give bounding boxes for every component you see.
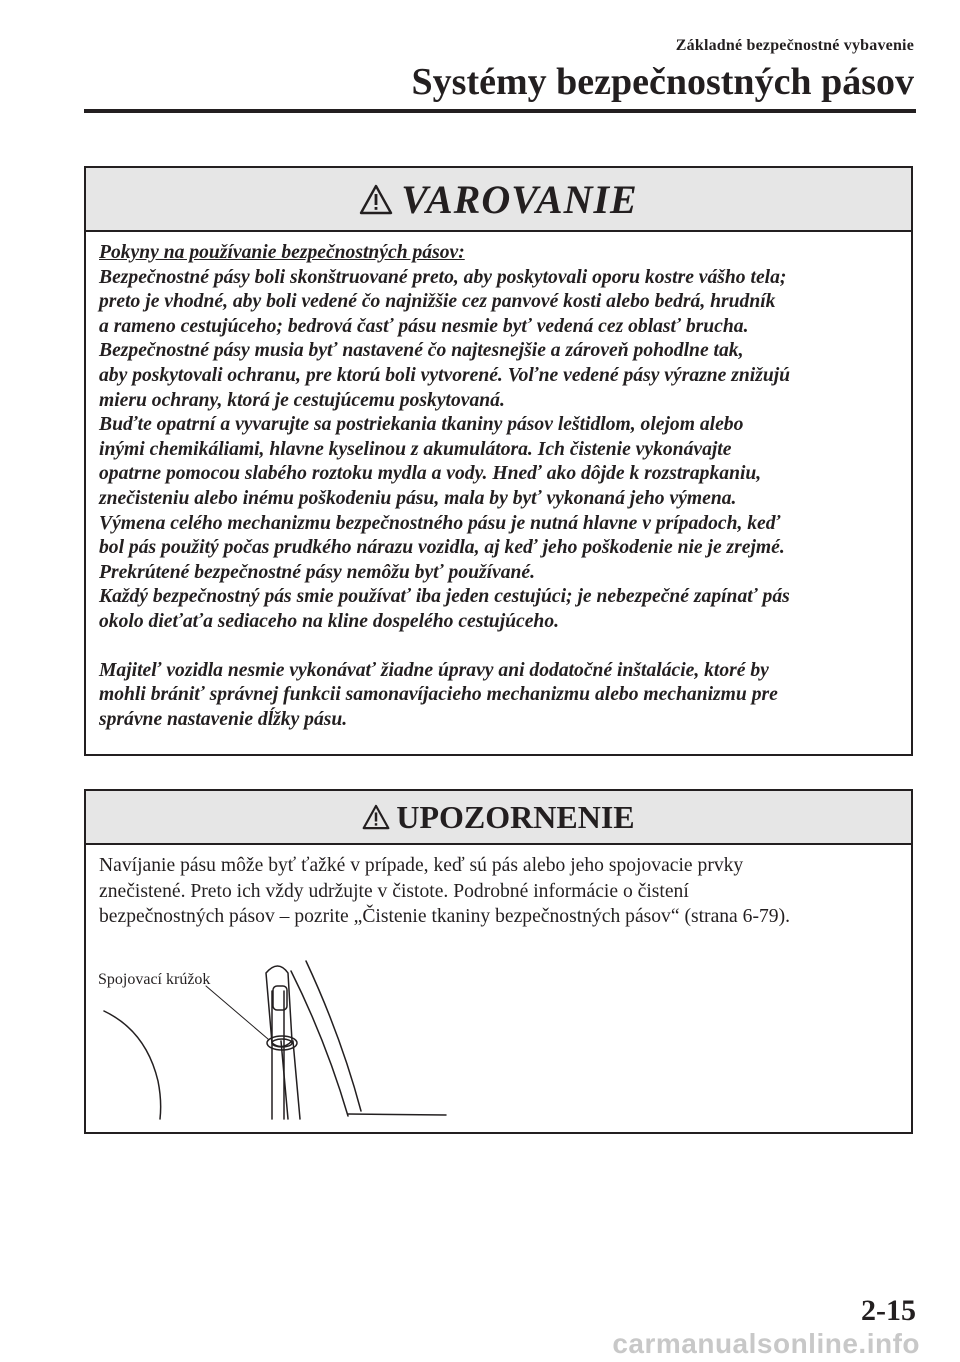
page-number: 2-15 [861, 1294, 916, 1327]
warning-line: preto je vhodné, aby boli vedené čo najnižšie cez panvové kosti alebo bedrá, hrudník [99, 291, 776, 313]
header-rule [84, 109, 916, 113]
warning-line: mohli brániť správnej funkcii samonavíjacieho mechanizmu alebo mechanizmu pre [99, 684, 778, 706]
warning-body [86, 232, 911, 732]
warning-line: znečisteniu alebo inému poškodeniu pásu, mala by byť vykonaná jeho výmena. [99, 487, 737, 509]
warning-line: opatrne pomocou slabého roztoku mydla a vody. Hneď ako dôjde k rozstrapkaniu, [99, 463, 762, 485]
warning-line: Bezpečnostné pásy musia byť nastavené čo najtesnejšie a zároveň pohodlne tak, [99, 340, 744, 362]
warning-line: správne nastavenie dĺžky pásu. [99, 708, 348, 730]
caution-line: znečistené. Preto ich vždy udržujte v čistote. Podrobné informácie o čistení [99, 880, 689, 902]
caution-box [84, 789, 913, 1134]
warning-box [84, 166, 913, 756]
warning-line: Prekrútené bezpečnostné pásy nemôžu byť používané. [99, 561, 536, 583]
page-title: Systémy bezpečnostných pásov [411, 61, 914, 103]
seatbelt-illustration [86, 951, 486, 1121]
warning-line: aby poskytovali ochranu, pre ktorú boli vytvorené. Voľne vedené pásy výrazne znižujú [99, 364, 791, 386]
caution-triangle-icon [362, 804, 390, 830]
watermark: carmanualsonline.info [612, 1328, 920, 1359]
warning-line: Každý bezpečnostný pás smie používať iba jeden cestujúci; je nebezpečné zapínať pás [99, 586, 790, 608]
warning-heading: Pokyny na používanie bezpečnostných pásov: [99, 242, 465, 263]
warning-line: Majiteľ vozidla nesmie vykonávať žiadne úpravy ani dodatočné inštalácie, ktoré by [99, 659, 769, 681]
caution-body [86, 845, 911, 930]
warning-line: inými chemikáliami, hlavne kyselinou z akumulátora. Ich čistenie vykonávajte [99, 438, 732, 460]
caution-line: bezpečnostných pásov – pozrite „Čistenie tkaniny bezpečnostných pásov“ (strana 6-79). [99, 906, 790, 927]
warning-title: VAROVANIE [401, 176, 638, 222]
header-section-label: Základné bezpečnostné vybavenie [675, 37, 914, 54]
warning-line: Buďte opatrní a vyvarujte sa postriekania tkaniny pásov leštidlom, olejom alebo [99, 414, 744, 436]
caution-line: Navíjanie pásu môže byť ťažké v prípade, keď sú pás alebo jeho spojovacie prvky [99, 855, 744, 876]
warning-line: bol pás použitý počas prudkého nárazu vozidla, aj keď jeho poškodenie nie je zrejmé. [99, 537, 785, 559]
caution-header [86, 791, 911, 845]
warning-triangle-icon [359, 184, 393, 215]
caution-title: UPOZORNENIE [396, 798, 635, 835]
warning-line: a rameno cestujúceho; bedrová časť pásu nesmie byť vedená cez oblasť brucha. [99, 315, 749, 337]
warning-line: Výmena celého mechanizmu bezpečnostného pásu je nutná hlavne v prípadoch, keď [99, 512, 781, 534]
warning-header [86, 168, 911, 232]
warning-line: mieru ochrany, ktorá je cestujúcemu poskytovaná. [99, 389, 505, 411]
figure-label-connecting-ring: Spojovací krúžok [98, 971, 211, 988]
paragraph-gap [99, 635, 899, 659]
warning-line: Bezpečnostné pásy boli skonštruované preto, aby poskytovali oporu kostre vášho tela; [99, 266, 787, 288]
warning-line: okolo dieťaťa sediaceho na kline dospelého cestujúceho. [99, 610, 560, 632]
